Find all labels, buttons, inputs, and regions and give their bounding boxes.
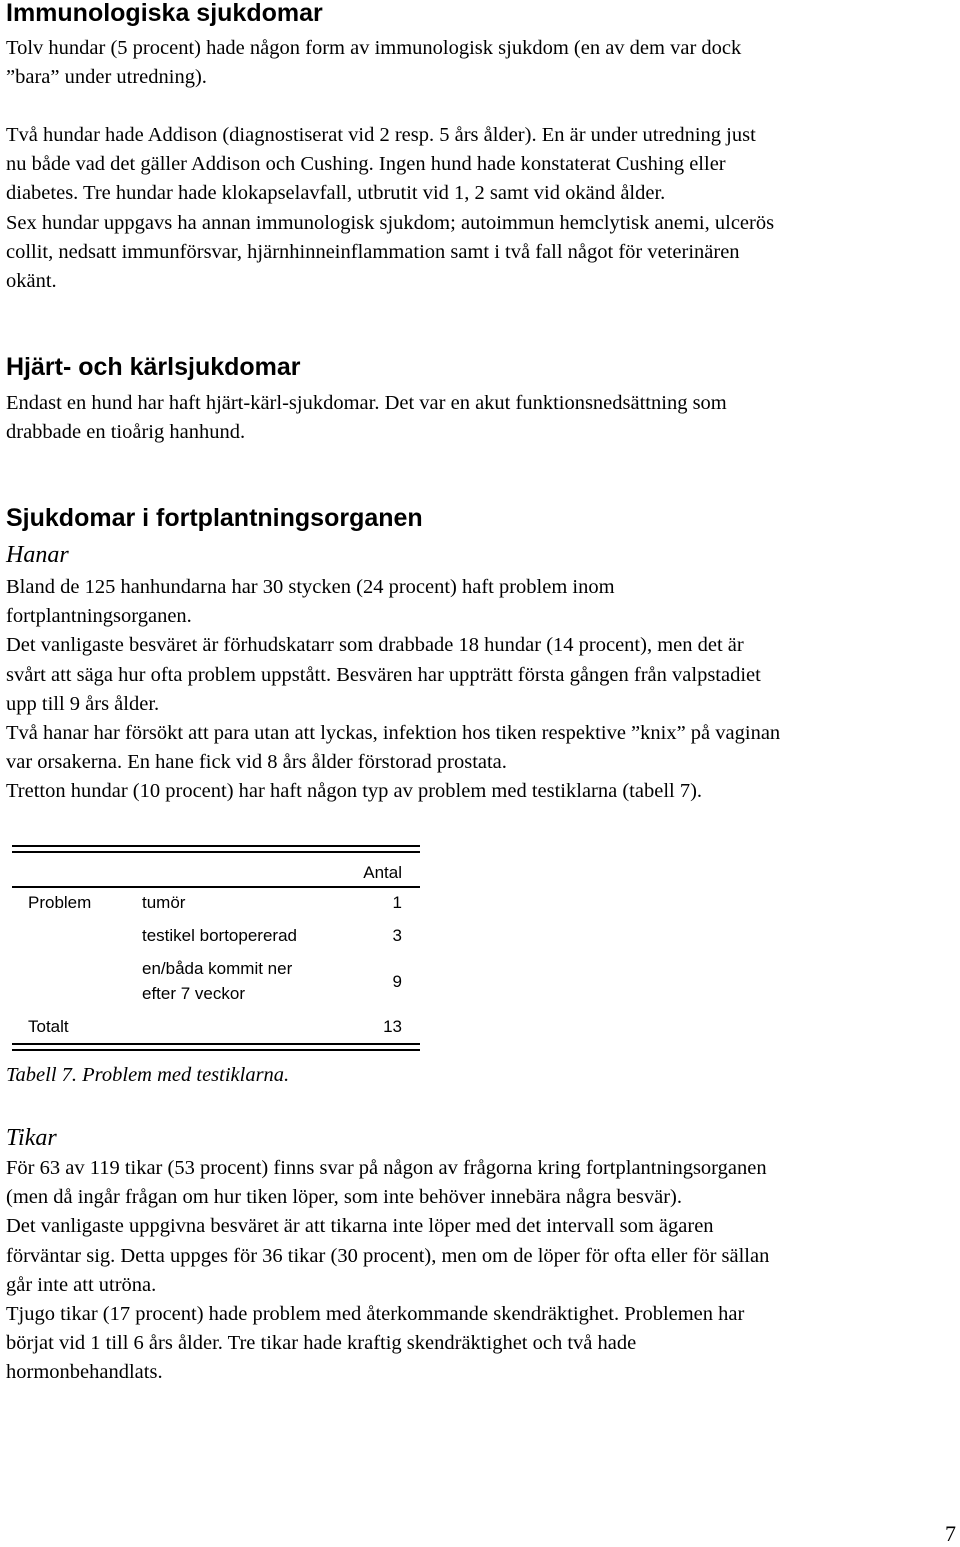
table-header-rule <box>12 886 420 888</box>
table-row-label: tumör <box>142 893 186 912</box>
text-line: drabbade en tioårig hanhund. <box>6 421 246 444</box>
text-line: nu både vad det gäller Addison och Cushing. Ingen hund hade konstaterat Cushing eller <box>6 153 726 176</box>
text-line: fortplantningsorganen. <box>6 605 192 628</box>
text-line: diabetes. Tre hundar hade klokapselavfall, utbrutit vid 1, 2 samt vid okänd ålder. <box>6 182 666 205</box>
text-line: upp till 9 års ålder. <box>6 692 160 715</box>
table-bottom-rule <box>12 1043 420 1045</box>
subheading-hanar: Hanar <box>6 542 69 568</box>
table-bottom-rule-2 <box>12 1049 420 1051</box>
text-line: Två hanar har försökt att para utan att lyckas, infektion hos tiken respektive ”knix” på vaginan <box>6 722 781 745</box>
page-number: 7 <box>945 1521 956 1546</box>
text-line: Tretton hundar (10 procent) har haft någon typ av problem med testiklarna (tabell 7). <box>6 780 703 803</box>
text-line: Endast en hund har haft hjärt-kärl-sjukdomar. Det var en akut funktionsnedsättning som <box>6 392 727 414</box>
table-top-rule-2 <box>12 851 420 853</box>
paragraph-tikar <box>6 1154 958 1388</box>
text-line: Det vanligaste uppgivna besväret är att tikarna inte löper med det intervall som ägaren <box>6 1215 714 1238</box>
table-top-rule <box>12 845 420 847</box>
text-line: Bland de 125 hanhundarna har 30 stycken (24 procent) haft problem inom <box>6 576 615 598</box>
testicle-problems-table <box>12 843 420 1053</box>
text-line: okänt. <box>6 270 57 293</box>
text-line: ”bara” under utredning). <box>6 66 207 89</box>
text-line: (men då ingår frågan om hur tiken löper, som inte behöver innebära några besvär). <box>6 1186 682 1209</box>
text-line: var orsakerna. En hane fick vid 8 års ålder förstorad prostata. <box>6 751 507 774</box>
paragraph-hanar <box>6 573 958 807</box>
table-row-label: en/båda kommit ner <box>142 959 293 978</box>
text-line: Det vanligaste besväret är förhudskatarr som drabbade 18 hundar (14 procent), men det är <box>6 634 744 657</box>
paragraph-hjart <box>6 389 958 447</box>
table-row-group-label: Problem <box>28 893 92 912</box>
text-line: börjat vid 1 till 6 års ålder. Tre tikar hade kraftig skendräktighet och två hade <box>6 1332 637 1355</box>
table-row-value: 9 <box>392 972 402 991</box>
heading-hjart: Hjärt- och kärlsjukdomar <box>6 353 301 381</box>
text-line: Två hundar hade Addison (diagnostiserat vid 2 resp. 5 års ålder). En är under utredning just <box>6 124 756 146</box>
text-line: Sex hundar uppgavs ha annan immunologisk sjukdom; autoimmun hemclytisk anemi, ulcerös <box>6 211 775 234</box>
paragraph-immun-details <box>6 121 958 296</box>
table-total-label: Totalt <box>28 1017 69 1036</box>
text-line: För 63 av 119 tikar (53 procent) finns svar på någon av frågorna kring fortplantningsorganen <box>6 1157 767 1179</box>
paragraph-immun-intro <box>6 34 958 92</box>
text-line: Tolv hundar (5 procent) hade någon form av immunologisk sjukdom (en av dem var dock <box>6 37 742 59</box>
table-col-header: Antal <box>363 863 402 882</box>
table-caption: Tabell 7. Problem med testiklarna. <box>6 1064 290 1086</box>
table-row-value: 1 <box>392 893 402 912</box>
text-line: går inte att utröna. <box>6 1273 157 1296</box>
subheading-tikar: Tikar <box>6 1125 57 1151</box>
table-row-label-cont: efter 7 veckor <box>142 984 245 1003</box>
table-row-value: 3 <box>392 926 402 945</box>
text-line: svårt att säga hur ofta problem uppstått. Besvären har uppträtt första gången från valpstadiet <box>6 663 761 686</box>
text-line: hormonbehandlats. <box>6 1361 163 1384</box>
heading-fortplantning: Sjukdomar i fortplantningsorganen <box>6 504 423 532</box>
text-line: förväntar sig. Detta uppges för 36 tikar (30 procent), men om de löper för ofta eller för sällan <box>6 1244 770 1267</box>
heading-immunologiska: Immunologiska sjukdomar <box>6 0 323 27</box>
text-line: collit, nedsatt immunförsvar, hjärnhinneinflammation samt i två fall något för veterinären <box>6 240 740 263</box>
text-line: Tjugo tikar (17 procent) hade problem med återkommande skendräktighet. Problemen har <box>6 1303 745 1326</box>
table-row-label: testikel bortopererad <box>142 926 297 945</box>
table-total-value: 13 <box>383 1017 402 1036</box>
